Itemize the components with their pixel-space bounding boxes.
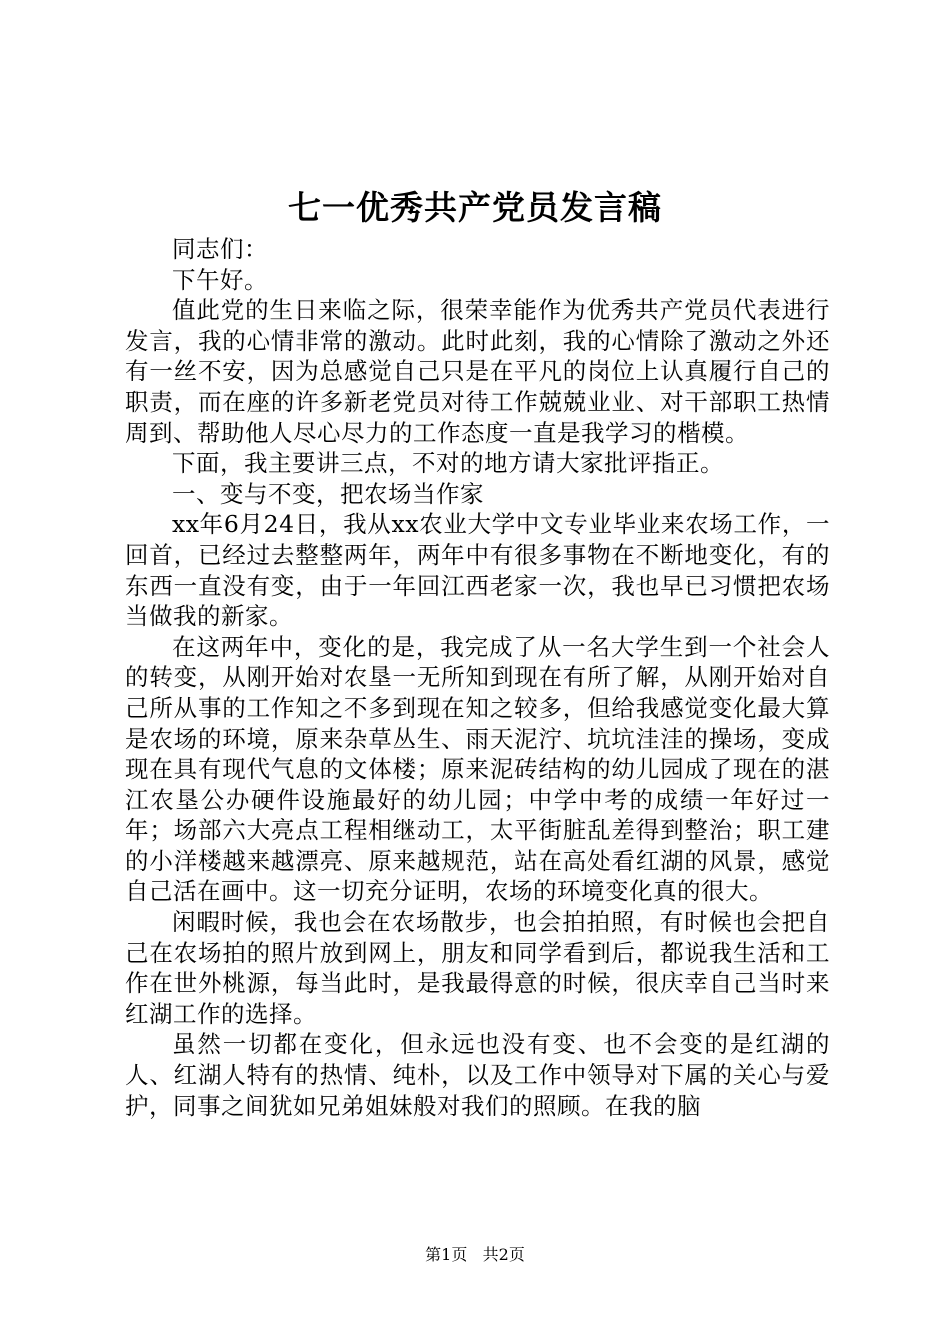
document-body (125, 234, 830, 1121)
paragraph: 闲暇时候，我也会在农场散步，也会拍拍照，有时候也会把自己在农场拍的照片放到网上，朋友和同学看到后，都说我生活和工作在世外桃源，每当此时，是我最得意的时候，很庆幸自己当时来红湖工作的选择。 (125, 908, 830, 1028)
page-number: 第1页 (425, 1245, 468, 1264)
page-footer (0, 1244, 950, 1266)
paragraph: xx年6月24日，我从xx农业大学中文专业毕业来农场工作，一回首，已经过去整整两年，两年中有很多事物在不断地变化，有的东西一直没有变，由于一年回江西老家一次，我也早已习惯把农场当做我的新家。 (125, 510, 830, 631)
section-heading: 一、变与不变，把农场当作家 (172, 479, 484, 508)
paragraph: 下面，我主要讲三点，不对的地方请大家批评指正。 (172, 449, 724, 478)
page-total: 共2页 (482, 1245, 525, 1264)
page-separator (472, 1245, 477, 1264)
paragraph-greeting: 同志们： (172, 235, 268, 263)
document-title: 七一优秀共产党员发言稿 (288, 188, 662, 227)
paragraph-salutation: 下午好。 (172, 265, 268, 294)
paragraph: 值此党的生日来临之际，很荣幸能作为优秀共产党员代表进行发言，我的心情非常的激动。此时此刻，我的心情除了激动之外还有一丝不安，因为总感觉自己只是在平凡的岗位上认真履行自己的职责，而在座的许多新老党员对待工作兢兢业业、对干部职工热情周到、帮助他人尽心尽力的工作态度一直是我学习的楷模。 (125, 296, 830, 447)
paragraph: 虽然一切都在变化，但永远也没有变、也不会变的是红湖的人、红湖人特有的热情、纯朴，以及工作中领导对下属的关心与爱护，同事之间犹如兄弟姐妹般对我们的照顾。在我的脑 (125, 1030, 830, 1120)
paragraph: 在这两年中，变化的是，我完成了从一名大学生到一个社会人的转变，从刚开始对农垦一无所知到现在有所了解，从刚开始对自己所从事的工作知之不多到现在知之较多，但给我感觉变化最大算是农场的环境，原来杂草丛生、雨天泥泞、坑坑洼洼的操场，变成现在具有现代气息的文体楼；原来泥砖结构的幼儿园成了现在的湛江农垦公办硬件设施最好的幼儿园；中学中考的成绩一年好过一年；场部六大亮点工程相继动工，太平街脏乱差得到整治；职工建的小洋楼越来越漂亮、原来越规范，站在高处看红湖的风景，感觉自己活在画中。这一切充分证明，农场的环境变化真的很大。 (125, 632, 830, 906)
